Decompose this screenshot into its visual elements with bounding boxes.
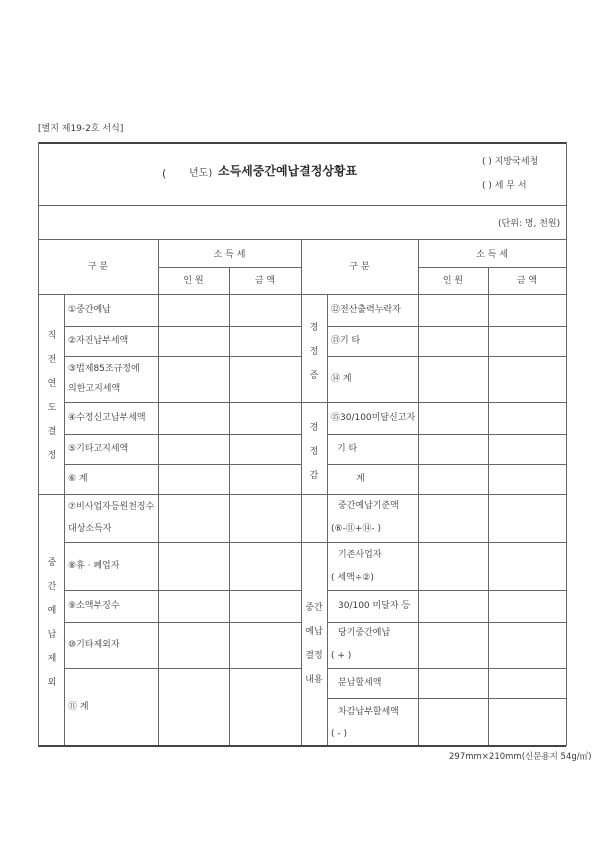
v-right-section: [327, 294, 328, 745]
frame-unit-bottom: [38, 239, 566, 240]
row-label-30-100: ⑮30/100미달신고자: [331, 413, 416, 423]
row-label-subtotal-14: ⑭ 계: [331, 374, 352, 384]
v-left-label: [158, 239, 159, 745]
row-label-gijon-formula: ( 세액÷②): [331, 573, 374, 583]
row-label-gijunaek-formula: (⑥-⑪+⑭- ): [331, 524, 381, 534]
title-paren: (: [162, 167, 167, 180]
row-label-bunnap: 분납할세액: [338, 678, 382, 688]
section-char-jungan: 간: [47, 582, 57, 592]
frame-right: [566, 142, 567, 746]
row-label-chagam: 차감납부할세액: [338, 707, 399, 717]
right-row-line: [301, 542, 566, 543]
left-row-line: [64, 542, 301, 543]
right-row-line: [327, 698, 566, 699]
right-row-line: [327, 464, 566, 465]
section-char-jikjeon: 전: [47, 355, 57, 365]
paper-spec: 297mm×210mm(신문용지 54g/㎡): [449, 752, 592, 762]
section-char-jungan: 외: [47, 678, 57, 688]
section-line-jungan: 중간: [305, 603, 323, 613]
left-row-line: [64, 402, 301, 403]
section-char-jungan: 납: [47, 630, 57, 640]
section-char-jikjeon: 연: [47, 379, 57, 389]
form-label: [별지 제19-2호 서식]: [38, 124, 124, 134]
row-label-art85: ③법제85조규정에: [68, 364, 140, 374]
frame-title-bottom: [38, 205, 566, 206]
section-char-jungan: 중: [47, 558, 57, 568]
right-section-line: [301, 402, 566, 403]
row-label-art85-cont: 의한고지세액: [68, 384, 121, 394]
right-row-line: [327, 434, 566, 435]
row-label-soaek: ⑨소액부징수: [68, 601, 120, 611]
left-row-line: [64, 590, 301, 591]
row-label-gita-13: ⑬기 타: [331, 336, 361, 346]
row-label-gita-goji: ⑤기타고지세액: [68, 444, 129, 454]
left-row-line: [64, 668, 301, 669]
row-label-gita-gam: 기 타: [337, 444, 358, 454]
section-char-jeung: 정: [309, 347, 319, 357]
section-char-jikjeon: 정: [47, 451, 57, 461]
frame-bottom: [38, 745, 566, 747]
left-section-line: [38, 494, 301, 495]
row-label-hyu-pye: ⑧휴 · 폐업자: [68, 561, 120, 571]
header-inwon-left: 인 원: [183, 276, 204, 286]
section-char-jikjeon: 직: [47, 331, 57, 341]
row-label-bisaeop: ⑦비사업자등원천징수: [68, 502, 155, 512]
v-left-inwon: [229, 267, 230, 745]
header-inwon-right: 인 원: [442, 276, 464, 286]
right-row-line: [327, 668, 566, 669]
section-char-jungan: 예: [47, 606, 57, 616]
header-sodukse-right: 소 득 세: [476, 250, 508, 260]
header-sodukse-left: 소 득 세: [213, 250, 246, 260]
section-char-jikjeon: 도: [47, 403, 57, 413]
header-bottom: [38, 294, 566, 295]
row-label-subtotal-gam: 계: [356, 474, 365, 484]
left-row-line: [64, 622, 301, 623]
v-right-inwon: [488, 267, 489, 745]
row-label-dangi: 당기중간예납: [338, 628, 391, 638]
section-line-jungan: 예납: [305, 627, 323, 637]
section-line-jungan: 결정: [305, 651, 323, 661]
frame-left: [38, 142, 39, 746]
office-regional: ( ) 지방국세청: [482, 157, 539, 167]
section-char-jungan: 제: [47, 654, 57, 664]
header-geumaek-right: 금 액: [516, 276, 538, 286]
row-label-jeonsan: ⑫전산출력누락자: [331, 305, 401, 315]
row-label-jajin-napbu: ②자진납부세액: [68, 336, 129, 346]
page-title: 소득세중간예납결정상황표: [218, 164, 358, 178]
section-char-gam: 경: [309, 423, 319, 433]
right-row-line: [327, 622, 566, 623]
frame-top: [38, 142, 566, 144]
header-gubun-left: 구 분: [87, 262, 109, 272]
row-label-subtotal-11: ⑪ 계: [68, 702, 89, 712]
row-label-chagam-formula: ( - ): [331, 729, 347, 739]
office-tax: ( ) 세 무 서: [482, 181, 527, 191]
section-char-gam: 정: [309, 447, 319, 457]
v-right-label: [418, 239, 419, 745]
right-row-line: [327, 356, 566, 357]
row-label-gijon-saeopja: 기존사업자: [338, 550, 382, 560]
row-label-dangi-formula: ( + ): [331, 651, 352, 661]
row-label-bisaeop-cont: 대상소득자: [68, 524, 112, 534]
row-label-sujeong: ④수정신고납부세액: [68, 413, 146, 423]
section-char-jikjeon: 결: [47, 427, 57, 437]
v-center-divider: [301, 239, 302, 745]
left-row-line: [64, 356, 301, 357]
row-label-subtotal-6: ⑥ 계: [68, 474, 88, 484]
section-char-gam: 감: [309, 471, 319, 481]
section-line-jungan: 내용: [305, 675, 323, 685]
left-row-line: [64, 464, 301, 465]
header-mid-right: [418, 267, 566, 268]
unit-note: (단위: 명, 천원): [498, 219, 561, 229]
v-left-section: [64, 294, 65, 745]
left-row-line: [64, 434, 301, 435]
row-label-gita-jeoe: ⑩기타제외자: [68, 640, 120, 650]
section-char-jeung: 증: [309, 371, 319, 381]
right-section-line: [301, 494, 566, 495]
title-year: 년도): [189, 168, 213, 179]
right-row-line: [327, 590, 566, 591]
row-label-gijunaek: 중간예납기준액: [338, 501, 399, 511]
row-label-jungan-yenap: ①중간예납: [68, 305, 111, 315]
left-row-line: [64, 326, 301, 327]
header-gubun-right: 구 분: [349, 262, 370, 272]
section-char-jeung: 경: [309, 323, 319, 333]
right-row-line: [327, 326, 566, 327]
row-label-30-100-midal: 30/100 미달자 등: [338, 601, 411, 611]
header-geumaek-left: 금 액: [254, 276, 276, 286]
